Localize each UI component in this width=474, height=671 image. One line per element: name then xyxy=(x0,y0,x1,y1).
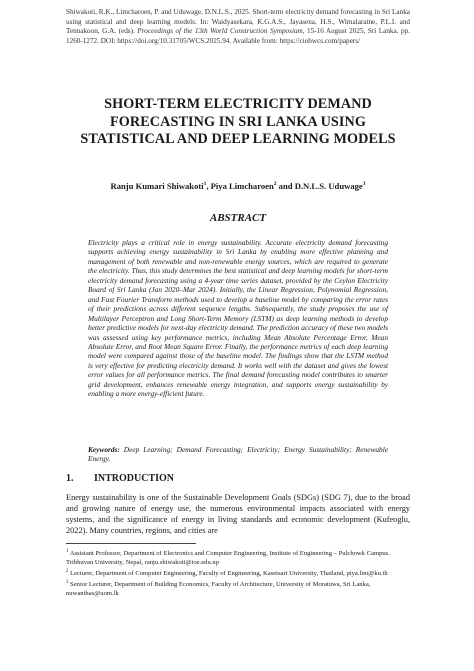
footnote-text: Lecturer, Department of Computer Engineering, Faculty of Engineering, Kasetsart University, Thailand, piya.lim@ku.th xyxy=(68,569,388,577)
footnote xyxy=(66,548,410,568)
section-number: 1. xyxy=(66,473,74,484)
abstract-body: Electricity plays a critical role in energy sustainability. Accurate electricity demand forecasting supports achieving energy sustainability in Sri Lanka by enabling more effective planning and management of both renewable and non-renewable energy sources, which are required to generate the electricity. Thus, this study determines the best statistical and deep learning models for short-term electricity demand forecasting using a 4-year time series dataset, provided by the Ceylon Electricity Board of Sri Lanka (Jan 2020–Mar 2024). Initially, the Linear Regression, Polynomial Regression, and Fast Fourier Transform methods used to develop a baseline model by comparing the error rates of their predictions across different sequence lengths. Subsequently, the study proposes the use of Multilayer Perceptron and Long Short-Term Memory (LSTM) as deep learning methods to develop better predictive models for next-day electricity demand. The prediction accuracy of these two models was assessed using key performance metrics, including Mean Absolute Percentage Error, Mean Absolute Error, and Root Mean Square Error. Finally, the performance metrics of each deep learning model were compared against those of the baseline model. The findings show that the LSTM method is very effective for predicting electricity demand. It works well with the dataset and gives the lowest error values for all performance metrics. The final demand forecasting model contributes to smarter grid development, enhances renewable energy integration, and supports energy sustainability by enabling a more energy-efficient future. xyxy=(88,238,388,399)
author-footnote-mark: 3 xyxy=(362,181,366,188)
footnote-divider xyxy=(66,543,196,544)
footnote xyxy=(66,579,410,599)
author-footnote-mark: 1 xyxy=(203,181,207,188)
author-footnote-mark: 2 xyxy=(273,181,277,188)
keywords-text: Deep Learning; Demand Forecasting; Electricity; Energy Sustainability; Renewable Energy. xyxy=(88,445,388,464)
author-separator: and xyxy=(276,181,295,191)
abstract-heading: ABSTRACT xyxy=(209,212,267,224)
author-name: Piya Limcharoen xyxy=(210,181,274,191)
footnote-mark: 3 xyxy=(66,579,69,585)
footnote-text: Senior Lecturer, Department of Building Economics, Faculty of Architecture, University of Moratuwa, Sri Lanka, nuwanthas@uom.lk xyxy=(66,580,371,597)
section-title: INTRODUCTION xyxy=(94,473,175,484)
citation-proceedings: Proceedings of the 13th World Construction Symposium xyxy=(137,27,303,36)
footnotes xyxy=(66,548,410,599)
author-name: D.N.L.S. Uduwage xyxy=(294,181,363,191)
keywords xyxy=(88,445,388,464)
footnote-mark: 2 xyxy=(66,568,69,574)
author-separator: , xyxy=(206,181,211,191)
paper-title: SHORT-TERM ELECTRICITY DEMAND FORECASTING IN SRI LANKA USING STATISTICAL AND DEEP LEARNING MODELS xyxy=(80,96,396,147)
section-heading xyxy=(66,473,410,484)
footnote-text: Assistant Professor, Department of Electronics and Computer Engineering, Institute of Engineering – Pulchowk Campus. Tribhuvan University, Nepal, ranju.shiwakoti@ioe.edu.np xyxy=(66,550,390,566)
citation-part2: , 15-16 August 2025, Sri Lanka. pp. 1260-1272. DOI: https://doi.org/10.31705/WCS.2025.94. Available from: https://ciobwcs.com/papers/ xyxy=(66,27,410,45)
author-line xyxy=(66,181,410,191)
intro-paragraph: Energy sustainability is one of the Sustainable Development Goals (SDGs) (SDG 7), due to the broad and growing nature of energy use, the numerous environmental impacts associated with energy systems, and the significance of energy in living standards and economic development (Kufeoglu, 2022). Many countries, regions, and cities are xyxy=(66,493,410,535)
keywords-label: Keywords: xyxy=(88,445,120,454)
citation-block xyxy=(66,8,410,46)
footnote-mark: 1 xyxy=(66,549,69,554)
citation-part1: Shiwakoti, R.K., Limcharoen, P. and Uduwage, D.N.L.S., 2025. Short-term electricity demand forecasting in Sri Lanka using statistical and deep learning models. In: Waidyasekara, K.G.A.S., Jayasena, H.S., Wimalaratne, P.L.I. and Tennakoon, G.A. (eds). xyxy=(66,8,410,36)
author-name: Ranju Kumari Shiwakoti xyxy=(110,181,204,191)
footnote xyxy=(66,568,410,579)
